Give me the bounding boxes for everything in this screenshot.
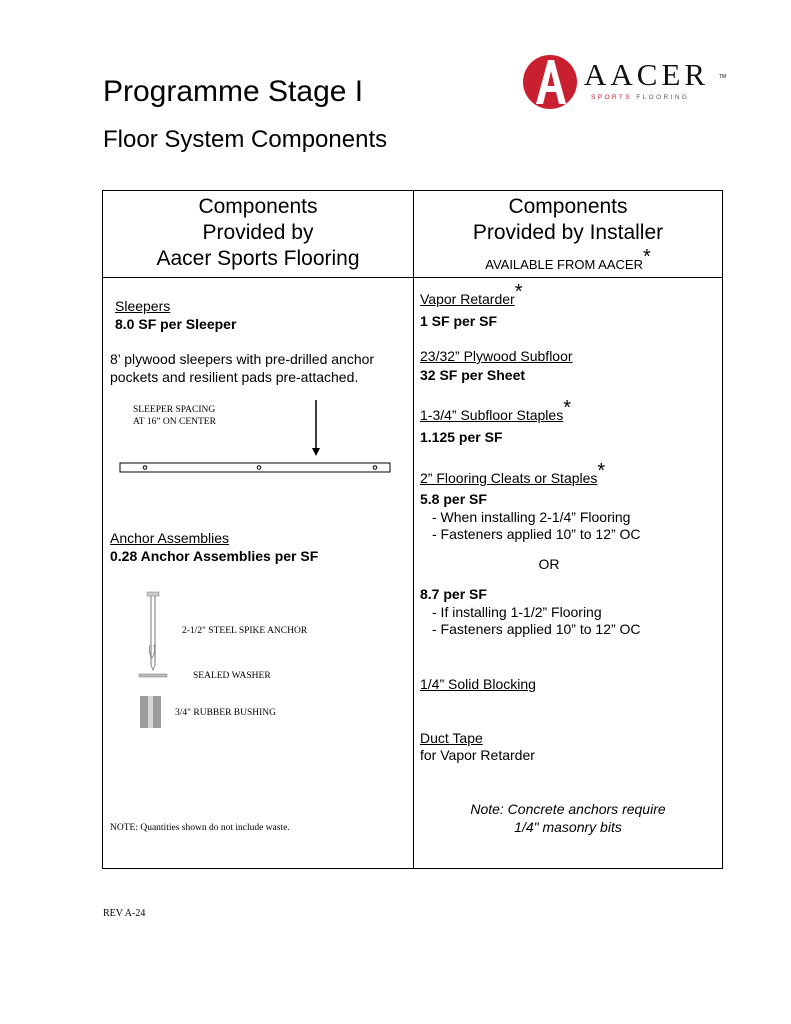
sleeper-diagram: [118, 398, 393, 478]
right-column-header: [414, 194, 722, 246]
flooring-cleats-row: [420, 460, 606, 487]
concrete-anchor-note: [414, 800, 722, 836]
logo-tagline-sports: SPORTS: [591, 94, 633, 101]
asterisk-icon: *: [597, 460, 606, 482]
table-header-divider: [102, 277, 723, 278]
cleats-detail-1: - When installing 2-1/4” Flooring: [432, 509, 631, 525]
spacing-label-1: SLEEPER SPACING: [133, 405, 216, 415]
concrete-anchor-note-line-2: 1/4" masonry bits: [514, 819, 622, 835]
solid-blocking-label: 1/4” Solid Blocking: [420, 676, 536, 692]
right-header-line-1: Components: [508, 195, 628, 218]
cleats-detail-3: - If installing 1-1/2” Flooring: [432, 604, 602, 620]
subfloor-staples-quantity: 1.125 per SF: [420, 429, 503, 445]
asterisk-icon: *: [514, 281, 523, 303]
available-from-aacer: [414, 246, 722, 272]
asterisk-icon: *: [563, 397, 571, 419]
cleats-quantity-2: 8.7 per SF: [420, 586, 487, 602]
vapor-retarder-quantity: 1 SF per SF: [420, 313, 498, 329]
spike-anchor-label: 2-1/2" STEEL SPIKE ANCHOR: [182, 626, 308, 636]
vapor-retarder-row: [420, 281, 523, 308]
or-separator: OR: [538, 556, 560, 572]
cleats-detail-4: - Fasteners applied 10” to 12” OC: [432, 621, 641, 637]
table-column-divider: [413, 190, 414, 869]
spike-anchor-illustration: [135, 590, 175, 730]
sealed-washer-label: SEALED WASHER: [193, 671, 271, 681]
page-title: Programme Stage I: [103, 75, 364, 108]
logo-trademark: TM: [719, 74, 727, 80]
quantities-note: NOTE: Quantities shown do not include waste.: [110, 823, 290, 833]
flooring-cleats-label: 2” Flooring Cleats or Staples: [420, 470, 598, 486]
left-header-line-1: Components: [198, 195, 318, 218]
left-header-line-3: Aacer Sports Flooring: [156, 247, 360, 270]
subfloor-staples-row: [420, 397, 571, 424]
logo-tagline-flooring: FLOORING: [636, 94, 690, 101]
vapor-retarder-label: Vapor Retarder: [420, 291, 515, 307]
left-header-line-2: Provided by: [202, 221, 314, 244]
anchor-assemblies-quantity: 0.28 Anchor Assemblies per SF: [110, 548, 319, 564]
concrete-anchor-note-line-1: Note: Concrete anchors require: [470, 801, 666, 817]
duct-tape-label: Duct Tape: [420, 730, 483, 746]
right-header-line-2: Provided by Installer: [472, 221, 664, 244]
available-text: AVAILABLE FROM AACER: [485, 257, 643, 272]
left-column-header: [103, 194, 413, 272]
spacing-label-2: AT 16” ON CENTER: [133, 417, 216, 427]
asterisk-icon: *: [642, 246, 651, 268]
sleepers-description-2: pockets and resilient pads pre-attached.: [110, 369, 359, 385]
revision-label: REV A-24: [103, 908, 146, 919]
sleepers-description-1: 8’ plywood sleepers with pre-drilled anchor: [110, 351, 375, 367]
anchor-assemblies-label: Anchor Assemblies: [110, 530, 230, 546]
subfloor-staples-label: 1-3/4” Subfloor Staples: [420, 407, 564, 423]
duct-tape-description: for Vapor Retarder: [420, 747, 535, 763]
cleats-quantity-1: 5.8 per SF: [420, 491, 487, 507]
sleepers-label: Sleepers: [115, 298, 171, 314]
cleats-detail-2: - Fasteners applied 10” to 12” OC: [432, 526, 641, 542]
logo-tagline: [591, 94, 689, 101]
page-subtitle: Floor System Components: [103, 126, 388, 153]
plywood-subfloor-label: 23/32” Plywood Subfloor: [420, 348, 573, 364]
plywood-subfloor-quantity: 32 SF per Sheet: [420, 367, 526, 383]
sleepers-quantity: 8.0 SF per Sleeper: [115, 316, 237, 332]
rubber-bushing-label: 3/4" RUBBER BUSHING: [175, 708, 277, 718]
logo-wordmark: AACER: [584, 57, 710, 92]
